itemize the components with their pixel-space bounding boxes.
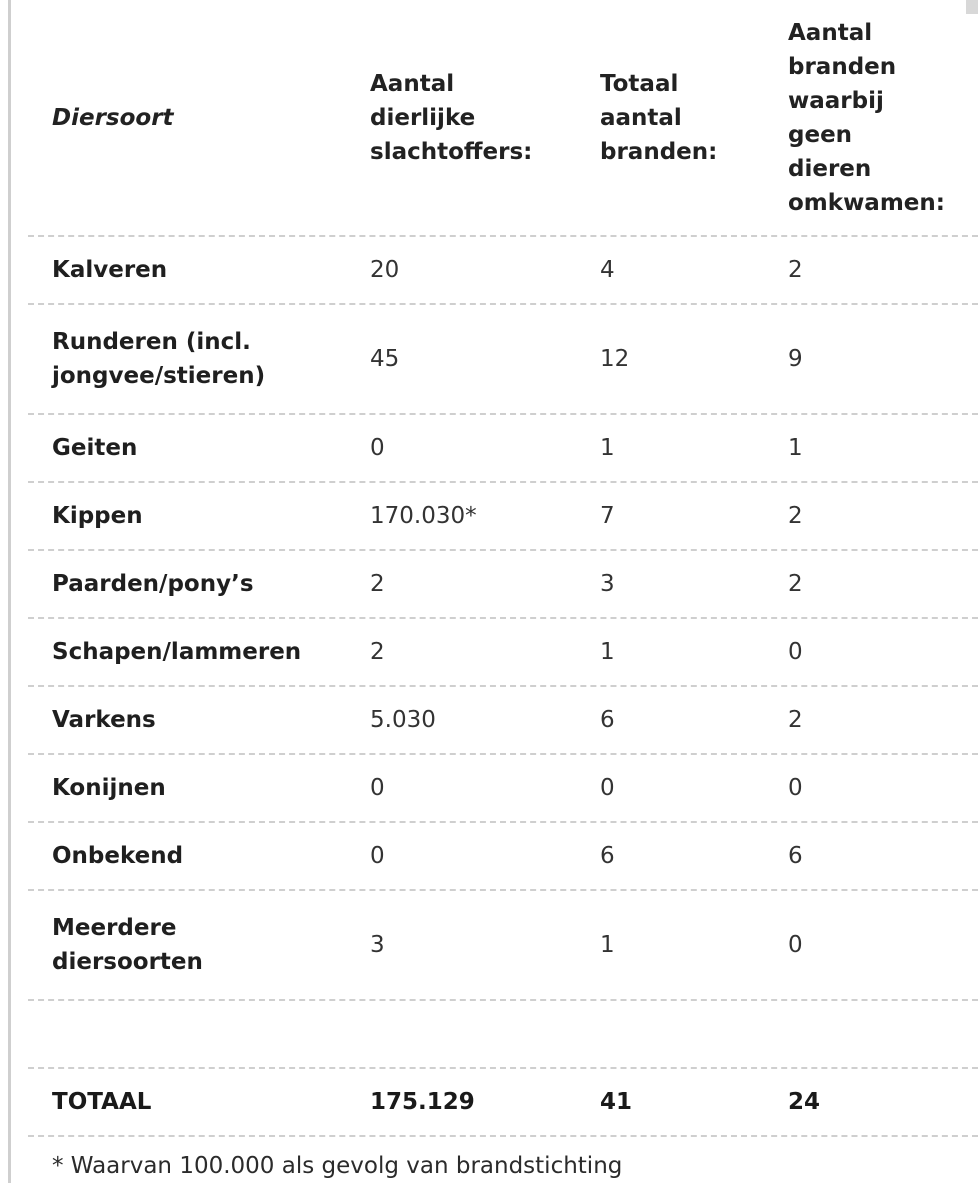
cell-no-deaths: 1 bbox=[788, 435, 803, 461]
cell-species: Runderen (incl. jongvee/stieren) bbox=[52, 329, 266, 389]
table-row bbox=[28, 755, 978, 823]
total-fires: 41 bbox=[600, 1089, 633, 1115]
cell-no-deaths: 0 bbox=[788, 932, 803, 958]
cell-victims: 20 bbox=[370, 257, 400, 283]
cell-fires: 4 bbox=[600, 257, 615, 283]
cell-species: Kalveren bbox=[52, 257, 168, 283]
cell-no-deaths: 6 bbox=[788, 843, 803, 869]
table-row bbox=[28, 823, 978, 891]
table-row-empty bbox=[28, 1001, 978, 1069]
cell-no-deaths: 0 bbox=[788, 775, 803, 801]
cell-species: Meerdere diersoorten bbox=[52, 915, 203, 975]
total-victims: 175.129 bbox=[370, 1089, 475, 1115]
cell-victims: 0 bbox=[370, 435, 385, 461]
table-row bbox=[28, 551, 978, 619]
cell-no-deaths: 2 bbox=[788, 707, 803, 733]
cell-fires: 1 bbox=[600, 932, 615, 958]
cell-victims: 0 bbox=[370, 775, 385, 801]
cell-victims: 5.030 bbox=[370, 707, 436, 733]
table-row bbox=[28, 891, 978, 1001]
cell-fires: 1 bbox=[600, 435, 615, 461]
cell-victims: 0 bbox=[370, 843, 385, 869]
table-row bbox=[28, 415, 978, 483]
cell-no-deaths: 0 bbox=[788, 639, 803, 665]
table-total-row bbox=[28, 1069, 978, 1137]
animal-fires-table bbox=[28, 0, 978, 1183]
cell-species: Konijnen bbox=[52, 775, 166, 801]
cell-fires: 7 bbox=[600, 503, 615, 529]
cell-no-deaths: 2 bbox=[788, 503, 803, 529]
footnote: * Waarvan 100.000 als gevolg van brandstichting bbox=[52, 1153, 623, 1179]
cell-no-deaths: 2 bbox=[788, 571, 803, 597]
total-no-deaths: 24 bbox=[788, 1089, 821, 1115]
cell-species: Onbekend bbox=[52, 843, 184, 869]
cell-species: Paarden/pony’s bbox=[52, 571, 254, 597]
table-row bbox=[28, 687, 978, 755]
cell-victims: 45 bbox=[370, 346, 400, 372]
table-row bbox=[28, 483, 978, 551]
table-row bbox=[28, 237, 978, 305]
cell-species: Varkens bbox=[52, 707, 156, 733]
table-row bbox=[28, 619, 978, 687]
cell-species: Geiten bbox=[52, 435, 138, 461]
cell-no-deaths: 2 bbox=[788, 257, 803, 283]
header-victims: Aantal dierlijke slachtoffers: bbox=[370, 70, 533, 165]
table-row bbox=[28, 305, 978, 415]
header-no-deaths: Aantal branden waarbij geen dieren omkwamen: bbox=[788, 19, 945, 216]
cell-species: Schapen/lammeren bbox=[52, 639, 302, 665]
left-border bbox=[8, 0, 11, 1183]
cell-victims: 3 bbox=[370, 932, 385, 958]
cell-victims: 170.030* bbox=[370, 503, 477, 529]
cell-no-deaths: 9 bbox=[788, 346, 803, 372]
total-label: TOTAAL bbox=[52, 1089, 152, 1115]
cell-victims: 2 bbox=[370, 639, 385, 665]
cell-species: Kippen bbox=[52, 503, 143, 529]
header-fires: Totaal aantal branden: bbox=[600, 70, 718, 165]
cell-fires: 1 bbox=[600, 639, 615, 665]
cell-victims: 2 bbox=[370, 571, 385, 597]
header-species: Diersoort bbox=[52, 104, 174, 131]
cell-fires: 6 bbox=[600, 707, 615, 733]
cell-fires: 0 bbox=[600, 775, 615, 801]
table-header-row bbox=[28, 0, 978, 237]
cell-fires: 3 bbox=[600, 571, 615, 597]
cell-fires: 12 bbox=[600, 346, 630, 372]
cell-fires: 6 bbox=[600, 843, 615, 869]
